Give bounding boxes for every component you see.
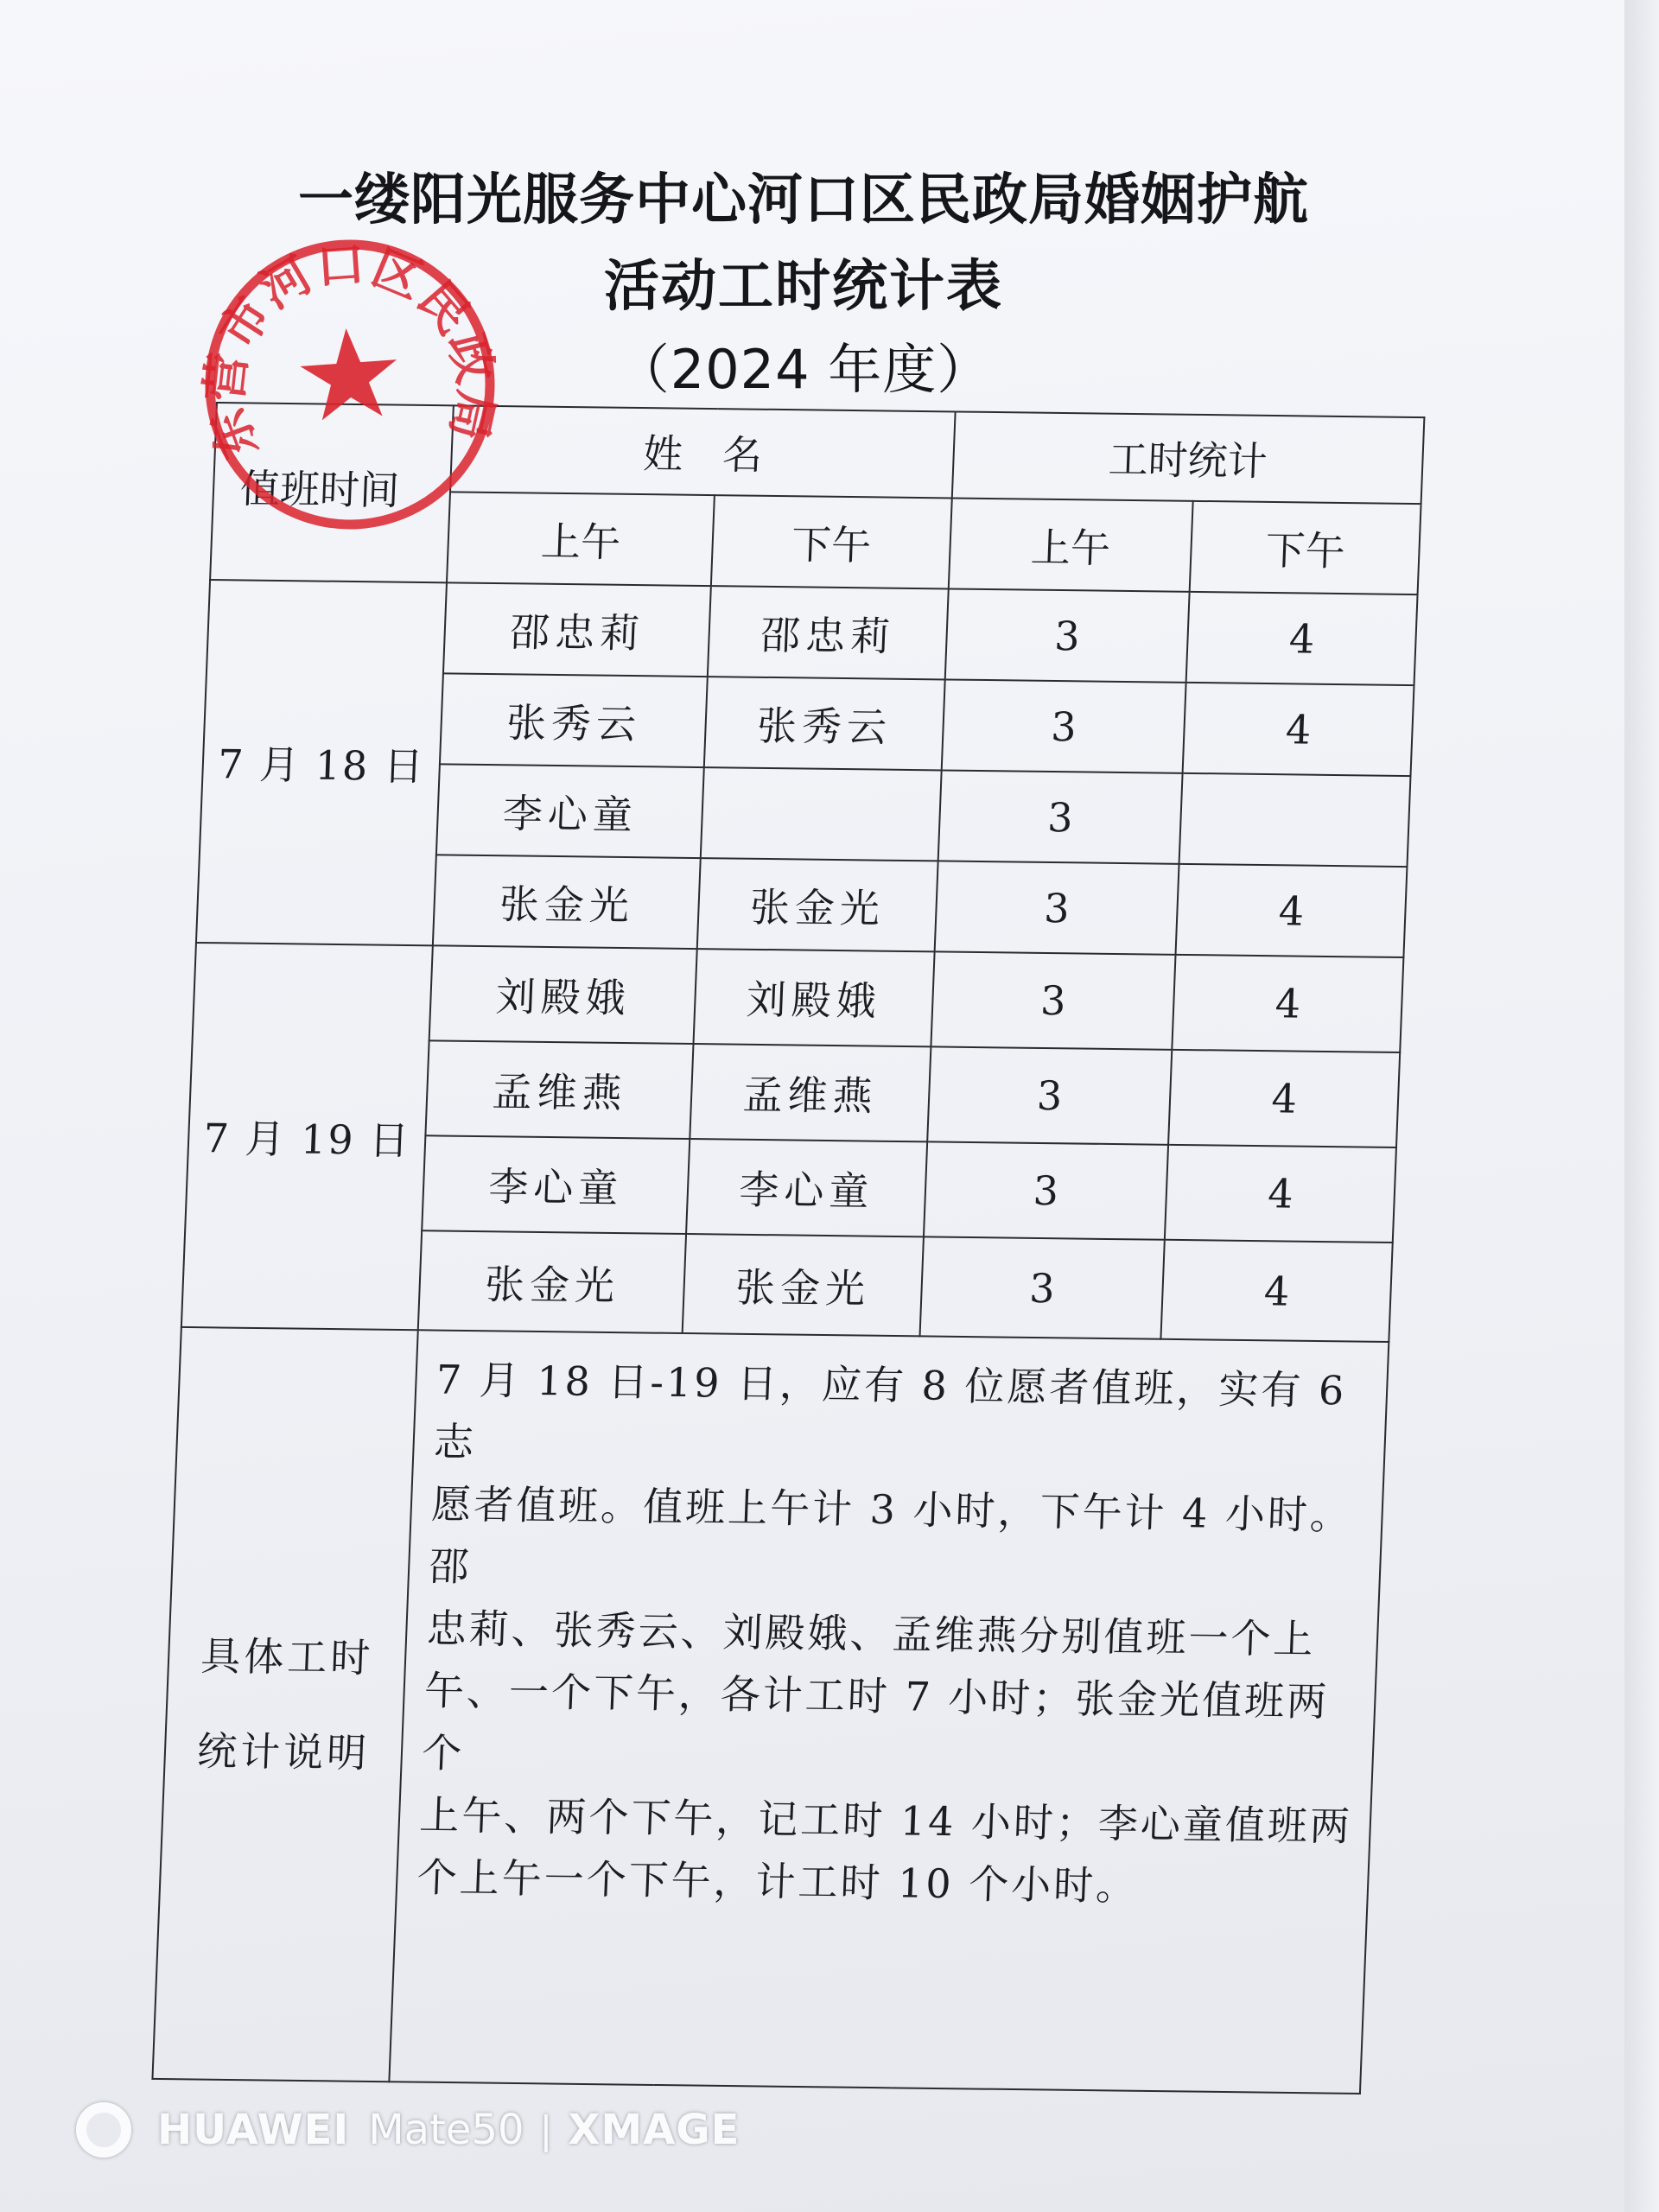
hours-pm: 4 <box>1183 683 1414 776</box>
hours-pm: 4 <box>1165 1145 1396 1243</box>
notes-line: 个上午一个下午，计工时 10 个小时。 <box>416 1853 1140 1910</box>
header-hours: 工时统计 <box>951 411 1424 504</box>
camera-watermark <box>76 2091 740 2169</box>
name-am: 张金光 <box>418 1230 686 1333</box>
name-pm <box>701 767 941 861</box>
seal-text: 东营市河口区民政局 <box>196 236 505 467</box>
notes-line: 7 月 18 日-19 日，应有 8 位愿者值班，实有 6 志 <box>433 1356 1348 1466</box>
notes-line: 忠莉、张秀云、刘殿娥、孟维燕分别值班一个上 <box>425 1605 1317 1663</box>
hours-pm: 4 <box>1176 864 1408 957</box>
name-pm: 张秀云 <box>704 677 944 770</box>
hours-am: 3 <box>919 1236 1165 1338</box>
name-pm: 张金光 <box>697 858 938 951</box>
hours-am: 3 <box>941 679 1186 772</box>
notes-line: 上午、两个下午，记工时 14 小时；李心童值班两 <box>418 1791 1353 1850</box>
document-title-line2: 活动工时统计表 <box>604 255 1003 319</box>
name-am: 张金光 <box>433 855 701 949</box>
hours-table <box>151 402 1425 2094</box>
name-am: 李心童 <box>422 1135 690 1234</box>
notes-line: 午、一个下午，各计工时 7 小时；张金光值班两个 <box>421 1667 1331 1777</box>
name-pm: 张金光 <box>683 1234 924 1336</box>
notes-label <box>152 1327 418 2082</box>
hours-pm: 4 <box>1172 955 1403 1052</box>
document-title-line1: 一缕阳光服务中心河口区民政局婚姻护航 <box>298 168 1309 232</box>
header-duty-time: 值班时间 <box>210 403 454 582</box>
notes-row <box>152 1327 1389 2094</box>
watermark-xmage: XMAGE <box>568 2106 741 2154</box>
subheader-hours-am: 上午 <box>948 498 1193 591</box>
name-am: 孟维燕 <box>426 1040 694 1139</box>
subheader-hours-pm: 下午 <box>1190 501 1421 594</box>
notes-label-line: 具体工时 <box>200 1632 375 1681</box>
name-am: 邵忠莉 <box>443 582 711 677</box>
hours-pm: 4 <box>1161 1240 1393 1342</box>
hours-am: 3 <box>924 1141 1169 1239</box>
hours-am: 3 <box>944 588 1190 682</box>
hours-pm: 4 <box>1186 592 1418 685</box>
name-am: 刘殿娥 <box>429 945 697 1044</box>
subheader-name-pm: 下午 <box>711 495 951 588</box>
subheader-name-am: 上午 <box>447 492 715 586</box>
hours-pm <box>1179 773 1411 867</box>
notes-line: 愿者值班。值班上午计 3 小时，下午计 4 小时。邵 <box>428 1480 1353 1591</box>
hours-pm: 4 <box>1168 1050 1400 1147</box>
name-am: 李心童 <box>436 764 704 858</box>
table-row <box>193 943 1404 1052</box>
header-name: 姓 名 <box>450 405 955 498</box>
table-row <box>207 580 1417 685</box>
name-pm: 李心童 <box>686 1139 926 1236</box>
duty-date: 7 月 19 日 <box>181 943 433 1330</box>
notes-text <box>390 1330 1389 2094</box>
watermark-model: Mate50 <box>368 2106 524 2154</box>
seal-star-icon <box>298 325 401 422</box>
name-pm: 刘殿娥 <box>694 949 934 1046</box>
duty-date: 7 月 18 日 <box>196 580 447 945</box>
document-title-year: （2024 年度） <box>615 338 992 401</box>
official-seal <box>188 223 512 546</box>
watermark-brand: HUAWEI <box>157 2106 350 2154</box>
leica-ring-icon <box>76 2102 131 2158</box>
name-am: 张秀云 <box>440 673 708 767</box>
name-pm: 邵忠莉 <box>708 586 948 679</box>
notes-label-line: 统计说明 <box>196 1727 372 1777</box>
hours-am: 3 <box>927 1046 1173 1144</box>
hours-am: 3 <box>931 951 1176 1049</box>
name-pm: 孟维燕 <box>690 1044 931 1141</box>
hours-am: 3 <box>938 770 1183 863</box>
watermark-separator: | <box>539 2107 553 2152</box>
hours-am: 3 <box>934 861 1179 954</box>
next-page-edge <box>1624 0 1659 2212</box>
